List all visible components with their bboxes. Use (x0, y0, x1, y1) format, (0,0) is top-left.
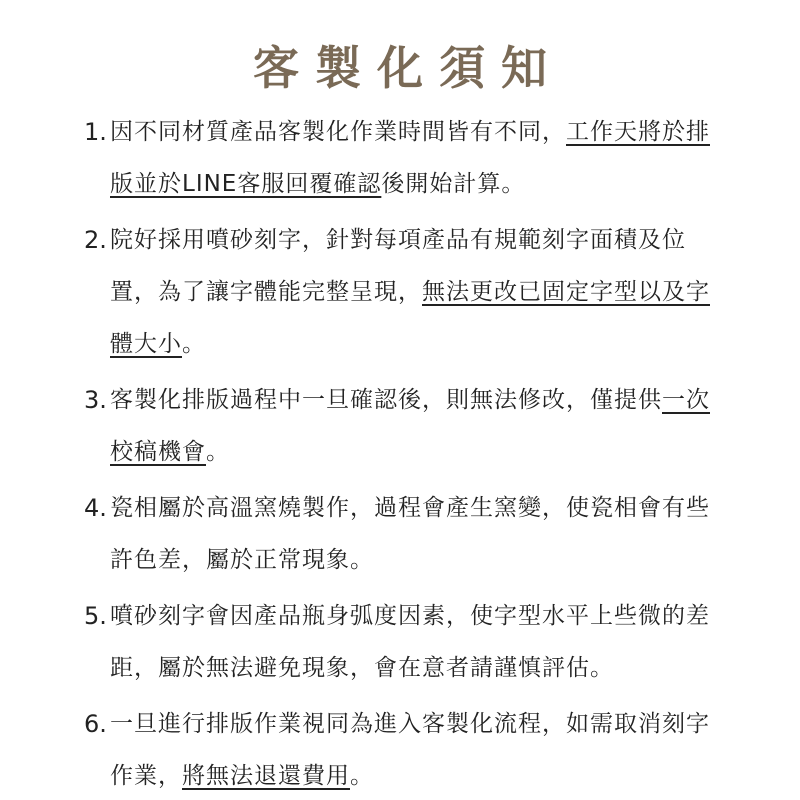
item-number: 6. (84, 710, 107, 738)
item-text (110, 590, 724, 694)
item-number: 1. (84, 118, 107, 146)
item-text (110, 214, 724, 370)
page-title: 客製化須知 (253, 41, 563, 95)
item-text-part: 瓷相屬於高溫窯燒製作，過程會產生窯變，使瓷相會有些許色差，屬於正常現象。 (110, 495, 710, 573)
item-text (110, 106, 724, 210)
item-text-part: 院好採用噴砂刻字，針對每項產品有規範刻字面積及位置，為了讓字體能完整呈現， (110, 227, 686, 305)
notice-item-6 (84, 698, 724, 800)
item-text-part: 一旦進行排版作業視同為進入客製化流程，如需取消刻字作業， (110, 711, 710, 789)
item-text (110, 482, 724, 586)
item-text-underlined: 無法更改已固定字型以及字體大小 (110, 279, 710, 357)
item-number: 3. (84, 386, 107, 414)
item-number: 4. (84, 494, 107, 522)
item-text-part: 後開始計算。 (381, 171, 526, 197)
item-text-part: 客製化排版過程中一旦確認後，則無法修改，僅提供 (110, 387, 662, 413)
notice-item-1 (84, 106, 724, 210)
notice-item-2 (84, 214, 724, 370)
item-text-part: 。 (350, 763, 374, 789)
item-number: 5. (84, 602, 107, 630)
item-text-part: 噴砂刻字會因產品瓶身弧度因素，使字型水平上些微的差距，屬於無法避免現象，會在意者請謹慎評估。 (110, 603, 710, 681)
item-text-part: 。 (182, 331, 206, 357)
item-number: 2. (84, 226, 107, 254)
item-text-underlined: 將無法退還費用 (182, 763, 350, 789)
notice-item-3 (84, 374, 724, 478)
item-text-underlined: 工作天將於排版並於LINE客服回覆確認 (110, 119, 710, 197)
item-text (110, 698, 724, 800)
notice-list (84, 106, 724, 800)
notice-item-5 (84, 590, 724, 694)
item-text-part: 。 (206, 439, 230, 465)
item-text (110, 374, 724, 478)
item-text-part: 因不同材質產品客製化作業時間皆有不同， (110, 119, 566, 145)
item-text-underlined: 一次校稿機會 (110, 387, 710, 465)
notice-item-4 (84, 482, 724, 586)
